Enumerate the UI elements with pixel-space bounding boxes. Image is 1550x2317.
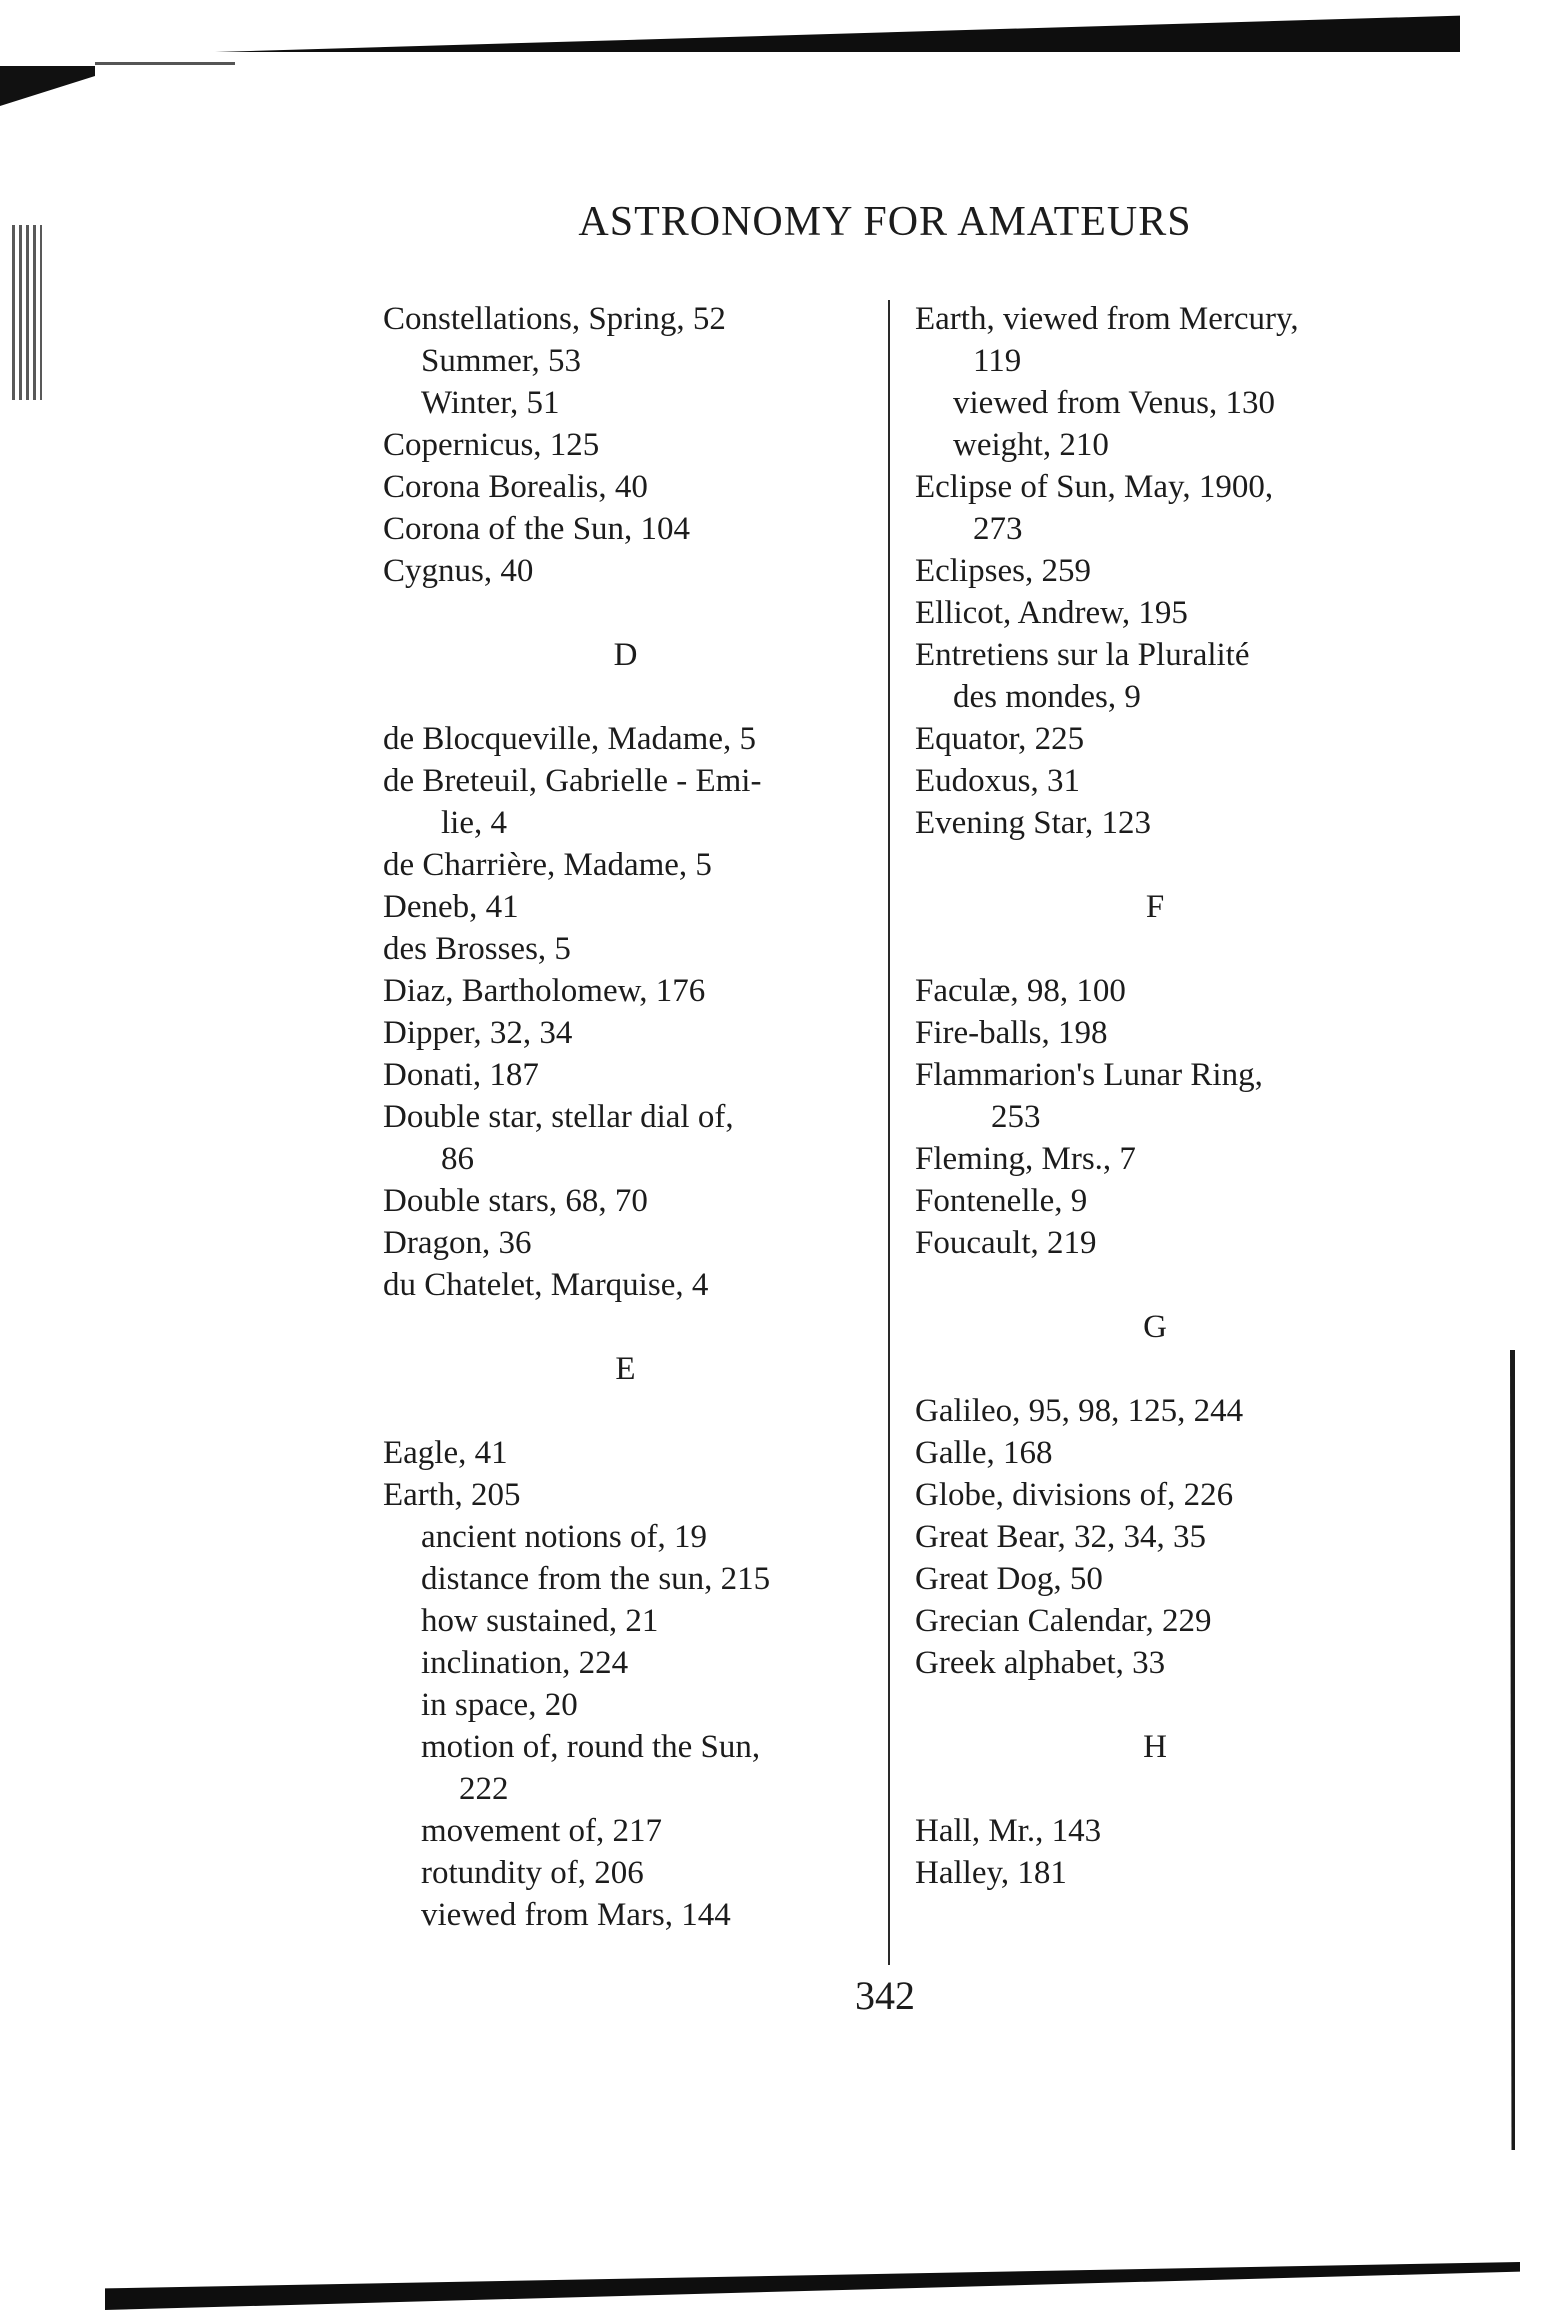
index-entry: Corona Borealis, 40 [383,469,648,505]
page-number: 342 [855,1973,915,2018]
index-entry-continuation: 273 [973,511,1023,547]
index-entry: Deneb, 41 [383,889,519,925]
index-entry: Earth, viewed from Mercury, [915,301,1299,337]
index-entry: Grecian Calendar, 229 [915,1603,1212,1639]
index-entry: Eclipses, 259 [915,553,1091,589]
index-entry: Greek alphabet, 33 [915,1645,1166,1681]
index-entry: Cygnus, 40 [383,553,534,589]
index-subentry: distance from the sun, 215 [421,1561,771,1597]
page-title: ASTRONOMY FOR AMATEURS [578,199,1192,245]
index-entry: Galle, 168 [915,1435,1053,1471]
index-entry: Copernicus, 125 [383,427,600,463]
index-column-left [383,298,868,1936]
index-entry-continuation: des mondes, 9 [953,679,1141,715]
index-entry: Equator, 225 [915,721,1085,757]
index-entry: Entretiens sur la Pluralité [915,637,1250,673]
index-entry: Eclipse of Sun, May, 1900, [915,469,1274,505]
scan-edge-line [95,62,235,65]
index-column-right [915,298,1395,1894]
index-entry: Eudoxus, 31 [915,763,1080,799]
index-entry: Dipper, 32, 34 [383,1015,573,1051]
index-subentry: how sustained, 21 [421,1603,659,1639]
index-entry: Double stars, 68, 70 [383,1183,648,1219]
index-entry: du Chatelet, Marquise, 4 [383,1267,709,1303]
index-entry: Ellicot, Andrew, 195 [915,595,1188,631]
section-letter-d: D [613,637,638,673]
index-subentry: in space, 20 [421,1687,578,1723]
index-entry: Eagle, 41 [383,1435,508,1471]
section-letter-g: G [1143,1309,1167,1345]
index-subentry: Summer, 53 [421,343,582,379]
index-entry: Constellations, Spring, 52 [383,301,726,337]
index-entry: Fire-balls, 198 [915,1015,1108,1051]
index-entry: Flammarion's Lunar Ring, [915,1057,1263,1093]
index-entry: Fontenelle, 9 [915,1183,1088,1219]
section-letter-f: F [1145,889,1165,925]
index-entry: Faculæ, 98, 100 [915,973,1126,1009]
index-subentry: viewed from Venus, 130 [953,385,1276,421]
scan-edge-bottom [105,2262,1520,2310]
index-entry: des Brosses, 5 [383,931,571,967]
index-entry-continuation: 253 [991,1099,1041,1135]
index-entry: Galileo, 95, 98, 125, 244 [915,1393,1244,1429]
index-entry: Great Dog, 50 [915,1561,1103,1597]
index-subentry: viewed from Mars, 144 [421,1897,731,1933]
section-letter-e: E [615,1351,636,1387]
index-entry: Diaz, Bartholomew, 176 [383,973,706,1009]
index-subentry: ancient notions of, 19 [421,1519,707,1555]
scan-edge-top-left [0,66,95,106]
index-subentry: motion of, round the Sun, [421,1729,761,1765]
index-entry: Fleming, Mrs., 7 [915,1141,1136,1177]
index-entry: Evening Star, 123 [915,805,1152,841]
index-subentry: inclination, 224 [421,1645,629,1681]
index-subentry: rotundity of, 206 [421,1855,644,1891]
index-entry: Earth, 205 [383,1477,521,1513]
index-entry: Donati, 187 [383,1057,539,1093]
index-entry: Foucault, 219 [915,1225,1097,1261]
index-entry: Dragon, 36 [383,1225,532,1261]
index-entry-continuation: 119 [973,343,1022,379]
index-entry-continuation: 222 [459,1771,509,1807]
index-entry: de Breteuil, Gabrielle - Emi- [383,763,762,799]
index-subentry: Winter, 51 [421,385,560,421]
index-entry: Double star, stellar dial of, [383,1099,734,1135]
index-entry: Corona of the Sun, 104 [383,511,691,547]
index-entry: de Blocqueville, Madame, 5 [383,721,756,757]
index-entry: de Charrière, Madame, 5 [383,847,712,883]
index-subentry: weight, 210 [953,427,1109,463]
index-subentry: movement of, 217 [421,1813,663,1849]
index-entry: Great Bear, 32, 34, 35 [915,1519,1207,1555]
index-entry: Hall, Mr., 143 [915,1813,1102,1849]
index-entry-continuation: 86 [441,1141,474,1177]
index-entry-continuation: lie, 4 [441,805,507,841]
index-entry: Halley, 181 [915,1855,1067,1891]
section-letter-h: H [1143,1729,1167,1765]
scan-edge-top [215,0,1460,52]
index-entry: Globe, divisions of, 226 [915,1477,1234,1513]
column-divider [888,300,890,1965]
scan-marks-left [12,225,42,400]
scan-edge-right [1510,1350,1515,2150]
